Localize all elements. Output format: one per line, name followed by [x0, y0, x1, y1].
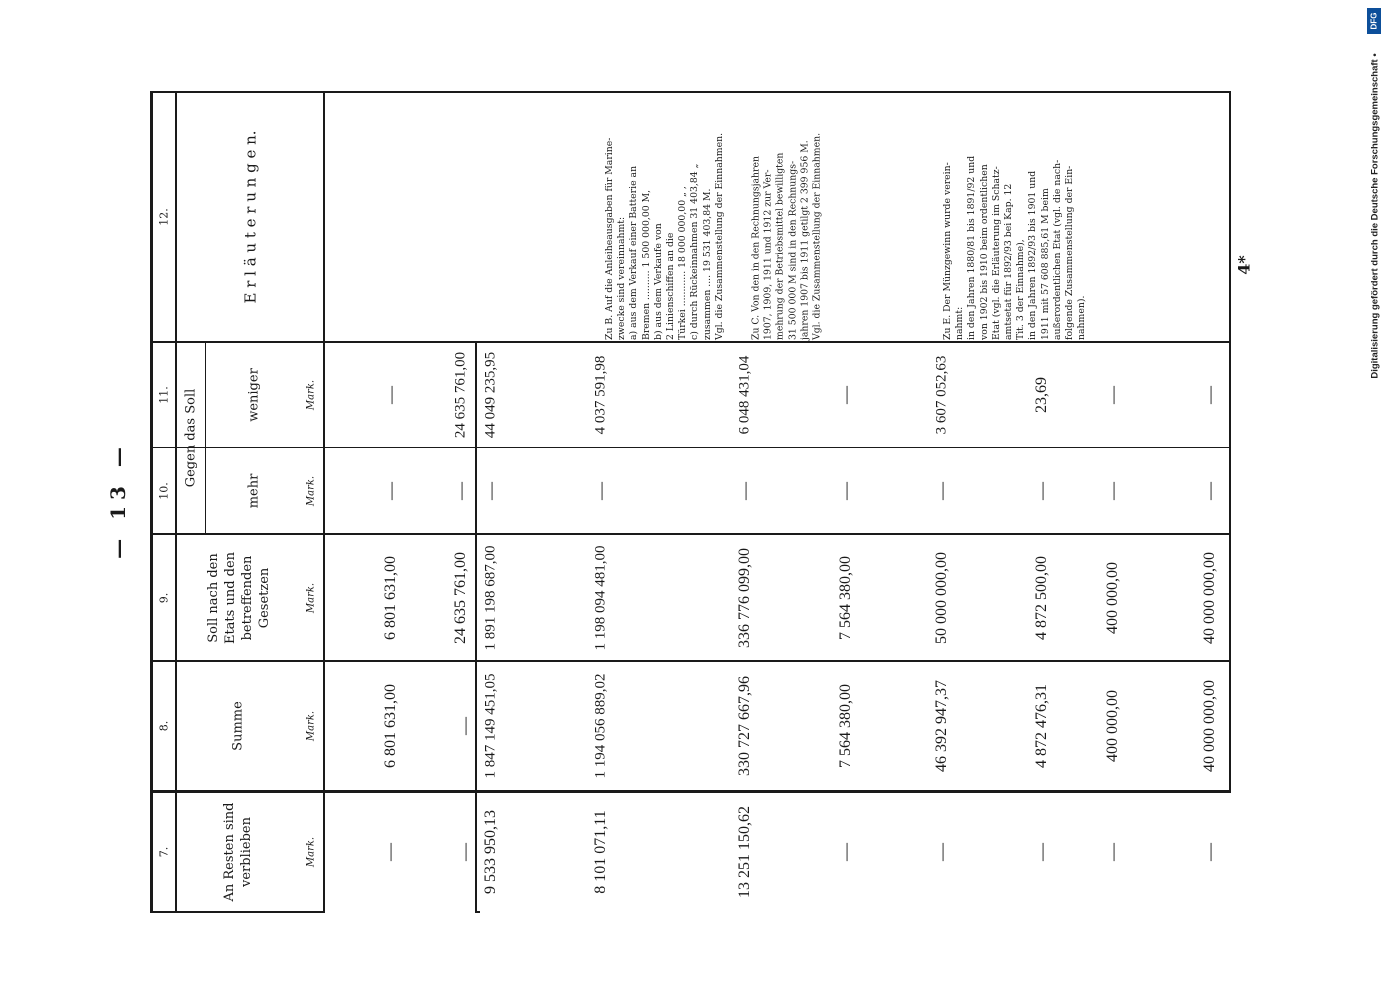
col-10-header: mehr: [246, 473, 262, 509]
col-10-number: 10.: [157, 481, 170, 500]
row1-c10: —: [380, 481, 401, 500]
row7-c10: —: [931, 481, 952, 500]
note-c: Zu C. Von den in den Rechnungsjahren 1907, 1909, 1911 und 1912 zur Ver- mehrung der Betriebsmittel bewilligten 31 500 000 M sind in den Rechnungs- jahren 1907 bis 1911 getilgt 2 399 956 M. Vgl. die Zusammenstellung der Einnahmen.: [750, 132, 823, 340]
row8-c9: 4 872 500,00: [1033, 555, 1050, 640]
row6-c10: —: [835, 481, 856, 500]
footer-mark: 4*: [1234, 255, 1254, 275]
row4-c9: 1 198 094 481,00: [592, 545, 609, 650]
col-8-header: Summe: [230, 701, 245, 751]
row8-c7: —: [1031, 843, 1052, 861]
row9-c9: 400 000,00: [1104, 561, 1121, 634]
row5-c9: 336 776 099,00: [736, 547, 753, 648]
row10-c8: 40 000 000,00: [1201, 680, 1218, 772]
row4-c11: 4 037 591,98: [592, 355, 609, 435]
row2-c11: 24 635 761,00: [452, 351, 469, 439]
col-11-unit: Mark.: [305, 379, 317, 411]
row1-c8: 6 801 631,00: [382, 684, 399, 768]
note-b: Zu B. Auf die Anleiheausgaben für Marine- zwecke sind vereinnahmt: a) aus dem Verkauf einer Batterie an Bremen .......... 1 500 000,00 M, b) aus dem Verkaufe von 2 Linienschiffen an die Türkei ............ 18 000 000,00 „ , c) durch Rückeinnahmen 31 403,84 „ zusammen .... 19 531 403,84 M. Vgl. die Zusammenstellung der Einnahmen.: [603, 132, 725, 340]
row9-c8: 400 000,00: [1104, 690, 1121, 762]
col-10-unit: Mark.: [305, 475, 317, 507]
sep-c9-c10: [150, 533, 1230, 535]
row3-c7: 9 533 950,13: [482, 810, 499, 894]
row7-c8: 46 392 947,37: [933, 680, 950, 772]
row10-c11: —: [1199, 386, 1220, 404]
sep-c8-c9: [150, 660, 1230, 662]
col-8-unit: Mark.: [305, 710, 317, 742]
row9-c11: —: [1102, 386, 1123, 404]
row6-c8: 7 564 380,00: [837, 684, 854, 768]
header-divider: [323, 91, 325, 913]
row5-c10: —: [734, 481, 755, 500]
row2-c9: 24 635 761,00: [452, 551, 469, 644]
row6-c9: 7 564 380,00: [837, 555, 854, 640]
row10-c10: —: [1199, 481, 1220, 500]
sep-c10-c11: [150, 447, 1230, 448]
row9-c10: —: [1102, 481, 1123, 500]
row7-c11: 3 607 052,63: [933, 355, 950, 435]
col-12-number: 12.: [157, 208, 170, 226]
row2-c10: —: [450, 481, 471, 500]
border-right: [1229, 91, 1231, 793]
col-9-header: Soll nach den Etats und den betreffenden Gesetzen: [206, 551, 272, 644]
col-7-header: An Resten sind verblieben: [221, 802, 254, 902]
row2-c8: —: [454, 717, 475, 735]
col-11-header: weniger: [246, 368, 262, 422]
row1-c11: —: [380, 386, 401, 404]
group-header: Gegen das Soll: [183, 388, 198, 488]
row3-c11: 44 049 235,95: [482, 351, 499, 439]
row10-c9: 40 000 000,00: [1201, 551, 1218, 644]
border-bottom-left: [150, 911, 325, 913]
row9-c7: —: [1102, 843, 1123, 861]
col-7-unit: Mark.: [305, 836, 317, 868]
col-8-number: 8.: [157, 720, 170, 732]
col-7-number: 7.: [157, 846, 170, 858]
row8-c10: —: [1031, 481, 1052, 500]
row6-c7: —: [835, 843, 856, 861]
row1-c9: 6 801 631,00: [382, 555, 399, 640]
row4-c7: 8 101 071,11: [592, 810, 609, 894]
digitization-credit: Digitalisierung gefördert durch die Deutsche Forschungsgemeinschaft •: [1369, 53, 1381, 379]
row8-c8: 4 872 476,31: [1033, 684, 1050, 768]
row4-c10: —: [590, 481, 611, 500]
col-12-header: E r l ä u t e r u n g e n.: [241, 130, 260, 304]
row7-c7: —: [931, 843, 952, 861]
row7-c9: 50 000 000,00: [933, 551, 950, 644]
row10-c7: —: [1199, 843, 1220, 861]
col-9-unit: Mark.: [305, 582, 317, 613]
row5-c7: 13 251 150,62: [736, 806, 753, 898]
row5-c11: 6 048 431,04: [736, 355, 753, 435]
row3-c8: 1 847 149 451,05: [482, 673, 499, 779]
col-11-number: 11.: [157, 386, 170, 404]
page-number: — 13 —: [106, 441, 130, 559]
col-9-number: 9.: [157, 592, 170, 603]
row3-c9: 1 891 198 687,00: [482, 545, 499, 650]
row5-c8: 330 727 667,96: [736, 676, 753, 776]
row2-c7: —: [454, 843, 475, 861]
row8-c11: 23,69: [1033, 377, 1050, 413]
row6-c11: —: [835, 386, 856, 404]
row3-c10: —: [480, 481, 501, 500]
row4-c8: 1 194 056 889,02: [592, 673, 609, 779]
note-e: Zu E. Der Münzgewinn wurde verein- nahmt: in den Jahren 1880/81 bis 1891/92 und von 1902 bis 1910 beim ordentlichen Etat (vgl. die Erläuterung im Schatz- amtsetat für 1892/93 bei Kap. 12 Tit. 3 der Einnahme), in den Jahren 1892/93 bis 1901 und 1911 mit 57 608 885,61 M beim außerordentlichen Etat (vgl. die nach- folgende Zusammenstellung der Ein- nahmen).: [941, 155, 1088, 340]
dfg-logo: DFG: [1367, 8, 1381, 34]
border-col7-top: [150, 790, 1230, 793]
group-divider: [205, 341, 206, 535]
row1-c7: —: [379, 843, 400, 861]
